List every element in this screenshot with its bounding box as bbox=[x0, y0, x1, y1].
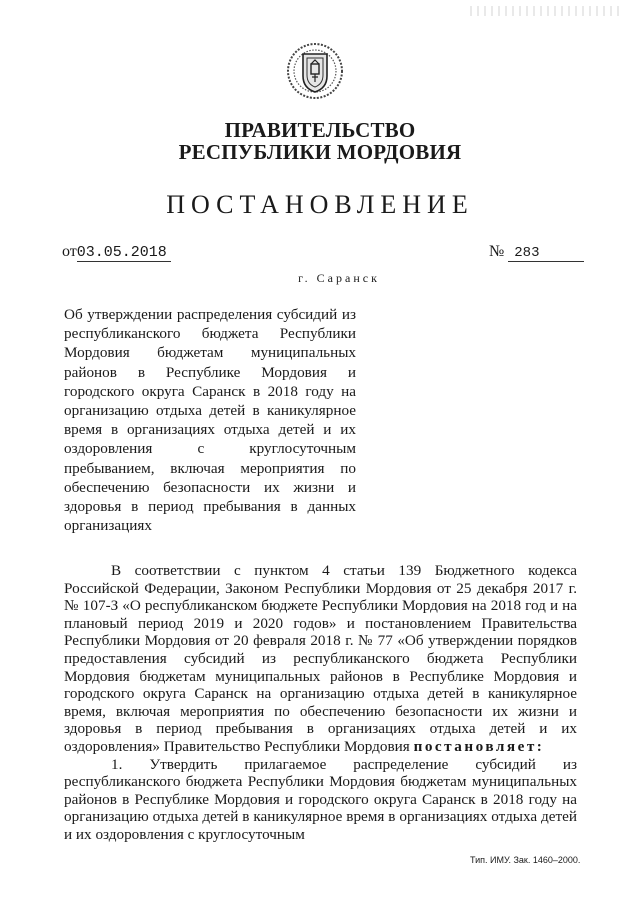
org-name-line1: ПРАВИТЕЛЬСТВО bbox=[224, 118, 416, 142]
date-value: 03.05.2018 bbox=[77, 244, 171, 262]
body-paragraph-1-text: В соответствии с пунктом 4 статьи 139 Бюджетного кодекса Российской Федерации, Законом Республики Мордовия от 25 декабря 2017 г. № 107-З «О республиканском бюджете Республики Мордовия на 2018 год и на плановый период 2019 и 2020 годов» и постановлением Правительства Республики Мордовия от 20 февраля 2018 г. № 77 «Об утверждении порядков предоставления субсидий из республиканского бюджета Республики Мордовия бюджетам муниципальных районов в Республике Мордовия и городского округа Саранск на организацию отдыха детей в каникулярное время, включая мероприятия по обеспечению безопасности их жизни и здоровья в период пребывания в организациях отдыха детей и их оздоровления» Правительство Республики Мордовия bbox=[64, 562, 577, 755]
number-prefix: № bbox=[489, 243, 505, 260]
body-paragraph-1 bbox=[64, 562, 577, 756]
date-prefix: от bbox=[62, 243, 77, 260]
document-number bbox=[489, 243, 584, 262]
print-footer: Тип. ИМУ. Зак. 1460–2000. bbox=[470, 855, 581, 865]
decree-word: постановляет: bbox=[413, 737, 545, 755]
document-date bbox=[62, 243, 171, 261]
body-paragraph-2: 1. Утвердить прилагаемое распределение субсидий из республиканского бюджета Республики Мордовия бюджетам муниципальных районов в Республике Мордовия и городского округа Саранск в 2018 году на организацию отдыха детей в каникулярное время в организациях отдыха детей и их оздоровления с круглосуточным bbox=[64, 755, 577, 843]
document-subject: Об утверждении распределения субсидий из республиканского бюджета Республики Мордовия бюджетам муниципальных районов в Республике Мордовия и городского округа Саранск в 2018 году на организацию отдыха детей в каникулярное время в организациях отдыха детей и их оздоровления с круглосуточным пребыванием, включая мероприятия по обеспечению безопасности их жизни и здоровья в период пребывания в данных организациях bbox=[64, 306, 356, 535]
scan-artifact bbox=[470, 6, 620, 16]
issue-city: г. Саранск bbox=[298, 271, 380, 285]
org-name-line2: РЕСПУБЛИКИ МОРДОВИЯ bbox=[178, 140, 462, 164]
number-value: 283 bbox=[508, 245, 584, 262]
document-type: ПОСТАНОВЛЕНИЕ bbox=[166, 190, 474, 219]
document-body bbox=[64, 562, 577, 844]
coat-of-arms-icon bbox=[285, 40, 345, 102]
